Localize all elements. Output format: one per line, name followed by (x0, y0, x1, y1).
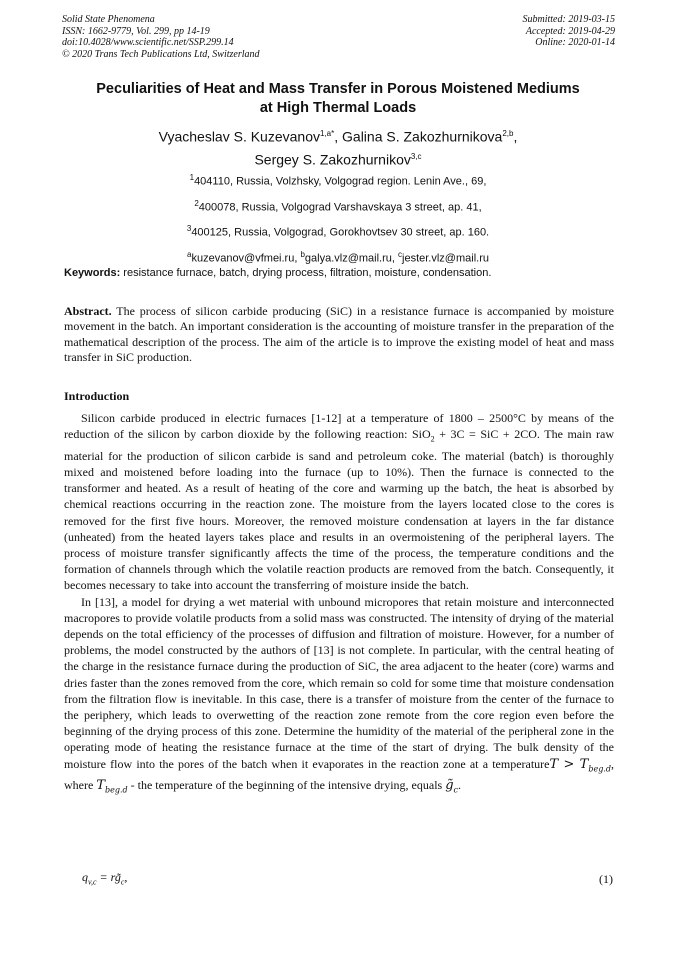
affiliation-marker: 3 (186, 224, 192, 234)
paragraph-text: In [13], a model for drying a wet material with unbound micropores that retain moisture and interconnected macropores to provide volatile products from a solid mass was constructed. The intensity of drying of the material depends on the total efficiency of the processes of diffusion and filtration of moisture. However, for a number of problems, the model constructed by the authors of [13] is not complete. In particular, with the central heating of the charge in the resistance furnace during the production of SiC, the area adjacent to the heater (core) warms and dries faster than the zones removed from the core, which remain so cold for some time that moisture condensation from the filtration flow is inevitable. In this case, there is a transfer of moisture from the center of the furnace to the periphery, which leads to overwetting of the reaction zone remote from the core region even before the beginning of the drying process of this zone. Determine the humidity of the material of the peripheral zone in the operating mode of heating the resistance furnace at the time of the start of drying. The bulk density of the moisture flow into the pores of the batch when it evaporates in the reaction zone at a temperature (64, 594, 614, 771)
author-separator: , (334, 128, 343, 145)
title-line-1: Peculiarities of Heat and Mass Transfer in Porous Moistened Mediums (96, 81, 580, 97)
author-list (62, 124, 614, 169)
math-text: q (82, 870, 88, 884)
author-2-marker: 2,b (502, 129, 514, 138)
author-2: Galina S. Zakozhurnikova (342, 128, 503, 145)
journal-info (62, 14, 260, 60)
affiliation-marker: 1 (189, 173, 195, 182)
keywords-label: Keywords: (64, 267, 121, 279)
journal-name: Solid State Phenomena (62, 14, 155, 25)
email-marker: b (300, 249, 305, 259)
math-subscript: v,c (88, 877, 97, 887)
copyright-line: © 2020 Trans Tech Publications Ltd, Switzerland (62, 48, 260, 60)
issn-line: ISSN: 1662-9779, Vol. 299, pp 14-19 (62, 25, 210, 37)
introduction-body (64, 410, 614, 799)
math-text: = rg̃ (96, 870, 121, 884)
math-text: T > T (549, 756, 589, 772)
math-text: T (96, 778, 105, 794)
paragraph-text: , where (64, 756, 614, 793)
affiliation-2 (62, 193, 614, 219)
affiliation-text: 404110, Russia, Volzhsky, Volgograd region. Lenin Ave., 69, (194, 175, 487, 188)
author-1-marker: 1,a* (320, 129, 335, 138)
equation-1 (82, 870, 127, 886)
paper-title (62, 80, 614, 118)
submission-dates (523, 14, 616, 49)
author-1: Vyacheslav S. Kuzevanov (158, 128, 320, 145)
inline-math (445, 778, 459, 796)
math-subscript: beg.d (105, 786, 128, 796)
subscript: 2 (430, 434, 435, 444)
email-link-a[interactable]: kuzevanov@vfmei.ru, (191, 252, 301, 265)
paragraph-text: Silicon carbide produced in electric furnaces [1-12] at a temperature of 1800 – 2500°C by means of the reduction of the silicon by carbon dioxide by the following reaction: SiO (64, 411, 614, 442)
affiliation-text: 400125, Russia, Volgograd, Gorokhovtsev 30 street, ap. 160. (191, 226, 490, 239)
abstract-label: Abstract. (64, 304, 112, 318)
online-date: Online: 2020-01-14 (535, 37, 615, 48)
email-marker: a (187, 249, 192, 259)
title-line-2: at High Thermal Loads (259, 100, 417, 116)
paragraph-text: - the temperature of the beginning of the intensive drying, equals (127, 778, 446, 793)
affiliations (62, 167, 614, 270)
paragraph-text: + 3C = SiC + 2CO. The main raw material for the production of silicon carbide is sand and petroleum coke. The material (batch) is thoroughly mixed and moistened before loading into the furnace (up to 10%). Then the furnace is connected to the transformer and heated. As a result of heating of the core and warming up the batch, the heat is absorbed by chemical reactions occurring in the reaction zone. The moisture from the layers located close to the cores is removed for the first five hours. Moreover, the removed moisture condensation at layers in the far distance (unheated) from the heated layers takes place and results in an overmoistening of the peripheral layers. The process of moisture transfer significantly affects the time of the process, the temperature conditions and the formation of channels through which the volatile reaction products are removed from the batch. Consequently, it becomes necessary to take into account the transferring of moisture inside the batch. (64, 427, 614, 593)
author-separator: , (513, 128, 518, 145)
math-text: , (124, 870, 128, 884)
equation-number: (1) (599, 872, 613, 886)
email-link-b[interactable]: galya.vlz@mail.ru, (304, 252, 399, 265)
keywords (64, 266, 614, 280)
author-3-marker: 3,c (410, 151, 422, 161)
inline-math (96, 778, 128, 796)
math-subscript: c (453, 786, 459, 796)
author-3: Sergey S. Zakozhurnikov (254, 151, 411, 168)
math-subscript: c (120, 877, 125, 887)
submitted-date: Submitted: 2019-03-15 (522, 14, 615, 25)
affiliation-marker: 2 (194, 198, 199, 208)
abstract-text: The process of silicon carbide producing (SiC) in a resistance furnace is accompanied by moisture movement in the batch. An important consideration is the accounting of moisture transfer in the preparation of the mathematical description of the process. The aim of the article is to improve the existing model of heat and mass transfer in SiC production. (64, 304, 614, 364)
affiliation-1 (62, 167, 614, 193)
section-heading-introduction: Introduction (64, 389, 130, 403)
keywords-text: resistance furnace, batch, drying process, filtration, moisture, condensation. (120, 267, 492, 279)
doi-line[interactable]: doi:10.4028/www.scientific.net/SSP.299.14 (62, 37, 234, 48)
paragraph-1 (64, 410, 614, 594)
email-link-c[interactable]: jester.vlz@mail.ru (402, 252, 489, 265)
math-text: g̃ (445, 778, 454, 794)
math-subscript: beg.d (588, 764, 611, 774)
abstract (64, 304, 614, 365)
affiliation-text: 400078, Russia, Volgograd Varshavskaya 3 street, ap. 41, (198, 201, 482, 214)
email-marker: c (398, 249, 403, 259)
paragraph-text: . (458, 778, 462, 793)
paragraph-2 (64, 594, 614, 800)
accepted-date: Accepted: 2019-04-29 (525, 25, 615, 37)
inline-math (550, 757, 612, 772)
affiliation-3 (62, 218, 614, 244)
